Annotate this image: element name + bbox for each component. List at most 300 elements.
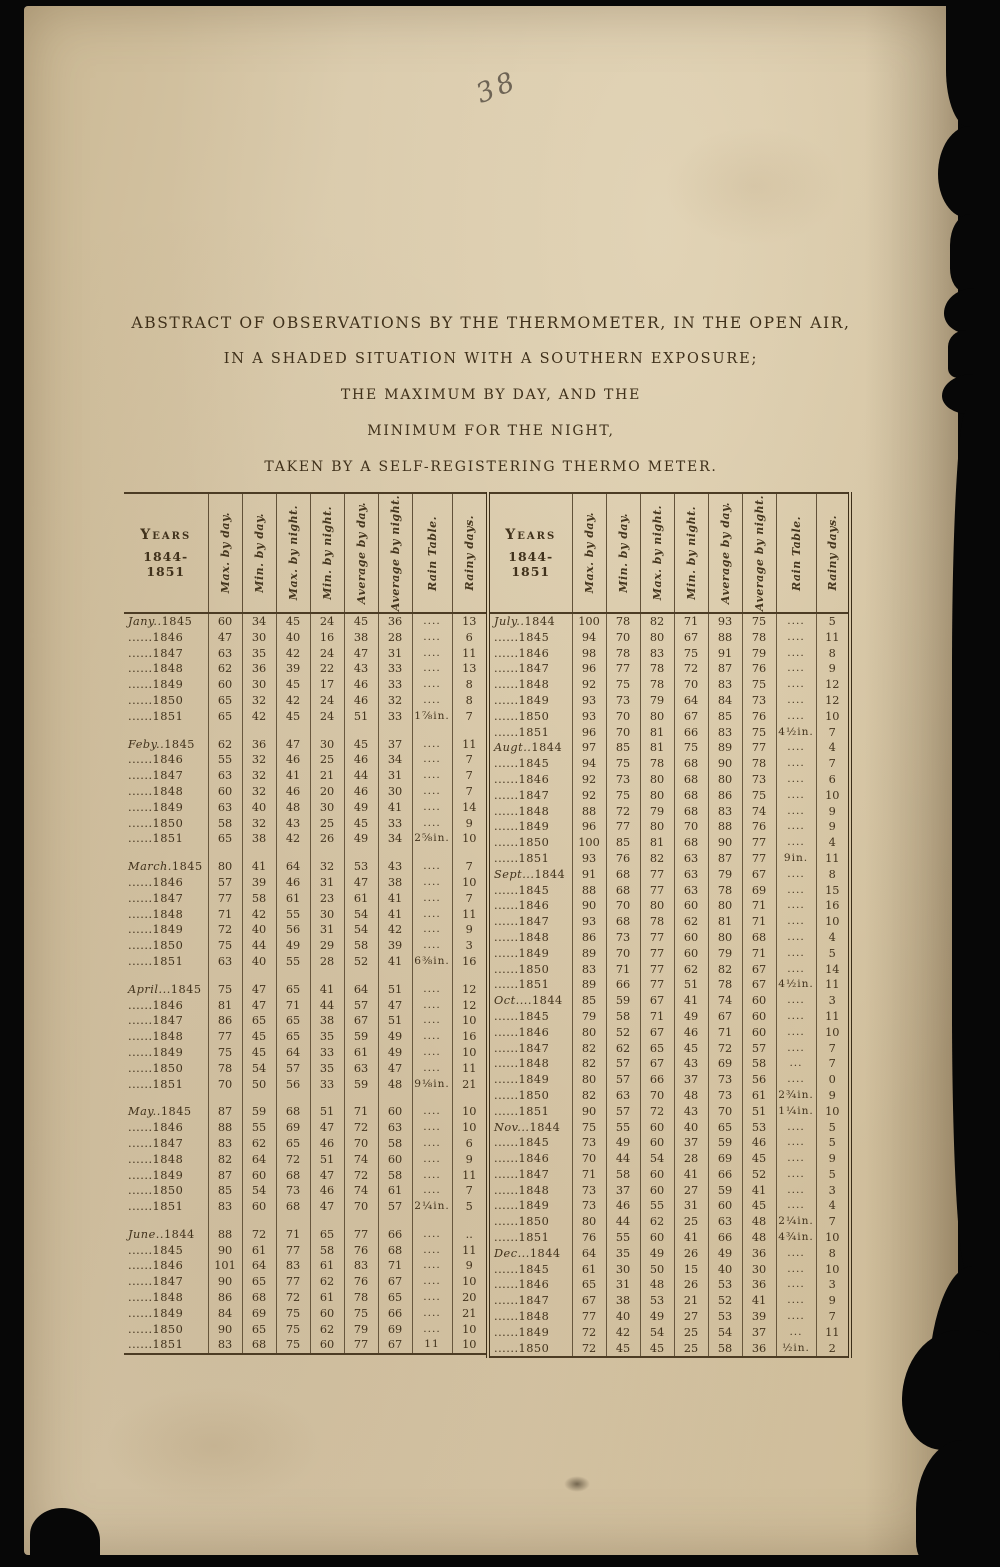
value-cell: 58 — [606, 1009, 640, 1025]
value-cell: 48 — [276, 800, 310, 816]
value-cell: 83 — [208, 1136, 242, 1152]
table-row — [488, 1104, 850, 1120]
table-row — [488, 993, 850, 1009]
value-cell: 64 — [674, 693, 708, 709]
value-cell: 42 — [276, 693, 310, 709]
value-cell: 10 — [816, 1025, 850, 1041]
value-cell: 85 — [708, 709, 742, 725]
spacer-row — [124, 1215, 486, 1227]
value-cell: 73 — [572, 1135, 606, 1151]
value-cell: 62 — [208, 661, 242, 677]
value-cell: 51 — [742, 1104, 776, 1120]
value-cell: 65 — [640, 1041, 674, 1057]
paper-stain — [104, 1386, 324, 1506]
year-cell: ......1851 — [494, 1231, 550, 1245]
value-cell: 77 — [742, 835, 776, 851]
value-cell: 33 — [378, 677, 412, 693]
table-row — [488, 693, 850, 709]
value-cell: 35 — [310, 1061, 344, 1077]
column-header: Rain Table. — [412, 493, 452, 613]
value-cell: 82 — [640, 851, 674, 867]
rain-table-cell: .... — [412, 1183, 452, 1199]
value-cell: 55 — [208, 752, 242, 768]
year-cell: ......1848 — [494, 1183, 550, 1197]
rain-table-cell: .... — [776, 819, 816, 835]
rain-table-cell: .... — [776, 646, 816, 662]
value-cell: 54 — [640, 1151, 674, 1167]
value-cell: 41 — [674, 1167, 708, 1183]
value-cell: 48 — [742, 1230, 776, 1246]
value-cell: 80 — [572, 1025, 606, 1041]
value-cell: 67 — [640, 993, 674, 1009]
value-cell: 49 — [708, 1246, 742, 1262]
value-cell: 57 — [606, 1104, 640, 1120]
value-cell: 56 — [742, 1072, 776, 1088]
value-cell: 16 — [310, 630, 344, 646]
value-cell: 11 — [452, 737, 486, 753]
year-cell: ......1847 — [494, 1294, 550, 1308]
value-cell: 61 — [310, 1290, 344, 1306]
value-cell: 71 — [572, 1167, 606, 1183]
rain-table-cell: .... — [776, 677, 816, 693]
year-cell: ......1850 — [128, 816, 184, 830]
value-cell: 36 — [742, 1246, 776, 1262]
value-cell: 68 — [242, 1290, 276, 1306]
value-cell: 39 — [378, 938, 412, 954]
year-cell: ......1849 — [128, 923, 184, 937]
column-header: Average by night. — [378, 493, 412, 613]
value-cell: 69 — [378, 1322, 412, 1338]
value-cell: 26 — [674, 1246, 708, 1262]
value-cell: 57 — [208, 875, 242, 891]
value-cell: 79 — [708, 946, 742, 962]
year-cell: ......1851 — [128, 1338, 184, 1352]
year-cell: April...1845 — [128, 982, 202, 996]
value-cell: 88 — [708, 819, 742, 835]
value-cell: 55 — [242, 1120, 276, 1136]
value-cell: 73 — [708, 1088, 742, 1104]
value-cell: 49 — [344, 831, 378, 847]
value-cell: 65 — [208, 831, 242, 847]
table-row — [124, 1290, 486, 1306]
value-cell: 10 — [452, 1013, 486, 1029]
value-cell: 63 — [208, 954, 242, 970]
value-cell: 11 — [452, 907, 486, 923]
value-cell: 62 — [310, 1274, 344, 1290]
value-cell: 27 — [674, 1309, 708, 1325]
value-cell: 10 — [816, 709, 850, 725]
value-cell: 80 — [640, 709, 674, 725]
value-cell: 42 — [378, 922, 412, 938]
value-cell: 83 — [640, 646, 674, 662]
year-cell: ......1848 — [128, 662, 184, 676]
table-row — [488, 804, 850, 820]
value-cell: 60 — [742, 1009, 776, 1025]
year-cell: ......1847 — [128, 1014, 184, 1028]
value-cell: 49 — [378, 1045, 412, 1061]
table-row — [488, 946, 850, 962]
value-cell: 89 — [708, 740, 742, 756]
table-row — [488, 1325, 850, 1341]
value-cell: 25 — [674, 1341, 708, 1358]
rain-table-cell: .... — [412, 1061, 452, 1077]
value-cell: 49 — [378, 1029, 412, 1045]
rain-table-cell: 4¾in. — [776, 1230, 816, 1246]
spacer-row — [124, 970, 486, 982]
value-cell: 73 — [572, 1198, 606, 1214]
column-header: Min. by day. — [242, 493, 276, 613]
value-cell: 51 — [378, 982, 412, 998]
column-header: Max. by night. — [276, 493, 310, 613]
value-cell: 30 — [606, 1262, 640, 1278]
value-cell: 60 — [640, 1183, 674, 1199]
value-cell: 92 — [572, 677, 606, 693]
year-cell: May..1845 — [128, 1105, 192, 1119]
value-cell: 72 — [640, 1104, 674, 1120]
torn-edge — [950, 214, 1000, 292]
value-cell: 12 — [452, 998, 486, 1014]
value-cell: 46 — [344, 752, 378, 768]
value-cell: 71 — [742, 898, 776, 914]
rain-table-cell: .... — [776, 1025, 816, 1041]
value-cell: 65 — [276, 1029, 310, 1045]
value-cell: 93 — [572, 851, 606, 867]
value-cell: 64 — [572, 1246, 606, 1262]
rain-table-cell: 1⅞in. — [412, 709, 452, 725]
table-row — [124, 1104, 486, 1120]
value-cell: 31 — [378, 768, 412, 784]
value-cell: 71 — [640, 1009, 674, 1025]
value-cell: 69 — [276, 1120, 310, 1136]
value-cell: 65 — [708, 1120, 742, 1136]
year-cell: ......1847 — [128, 1136, 184, 1150]
value-cell: 62 — [242, 1136, 276, 1152]
value-cell: 96 — [572, 725, 606, 741]
rain-table-cell: .... — [776, 661, 816, 677]
value-cell: 70 — [572, 1151, 606, 1167]
value-cell: 78 — [708, 977, 742, 993]
torn-edge — [938, 126, 1000, 218]
column-header: Rainy days. — [452, 493, 486, 613]
value-cell: 72 — [344, 1120, 378, 1136]
value-cell: 7 — [452, 709, 486, 725]
document-title — [24, 312, 958, 492]
column-header: Max. by day. — [572, 493, 606, 613]
value-cell: 79 — [708, 867, 742, 883]
value-cell: 66 — [606, 977, 640, 993]
value-cell: 70 — [640, 1088, 674, 1104]
value-cell: 81 — [640, 835, 674, 851]
table-row — [124, 859, 486, 875]
value-cell: 58 — [708, 1341, 742, 1358]
table-row — [488, 962, 850, 978]
observations-table-right — [486, 492, 852, 1358]
year-cell: ......1850 — [128, 1061, 184, 1075]
value-cell: 66 — [640, 1072, 674, 1088]
value-cell: 80 — [708, 772, 742, 788]
year-cell: ......1848 — [494, 930, 550, 944]
value-cell: 82 — [640, 613, 674, 630]
value-cell: 78 — [742, 630, 776, 646]
value-cell: 40 — [242, 922, 276, 938]
value-cell: 64 — [242, 1258, 276, 1274]
value-cell: 45 — [276, 677, 310, 693]
table-row — [124, 1045, 486, 1061]
value-cell: 14 — [452, 800, 486, 816]
title-line-2: IN A SHADED SITUATION WITH A SOUTHERN EXPOSURE; — [223, 351, 759, 367]
year-cell: ......1845 — [494, 1262, 550, 1276]
value-cell: 77 — [344, 1337, 378, 1354]
year-cell: Feby..1845 — [128, 737, 195, 751]
rain-table-cell: .... — [412, 891, 452, 907]
rain-table-cell: ... — [776, 1325, 816, 1341]
value-cell: 3 — [452, 938, 486, 954]
value-cell: 5 — [816, 613, 850, 630]
value-cell: 11 — [452, 1243, 486, 1259]
value-cell: 68 — [242, 1337, 276, 1354]
rain-table-cell: .... — [412, 1013, 452, 1029]
value-cell: 50 — [640, 1262, 674, 1278]
year-cell: ......1849 — [494, 1325, 550, 1339]
value-cell: 73 — [742, 693, 776, 709]
rain-table-cell: .... — [776, 930, 816, 946]
value-cell: 68 — [674, 788, 708, 804]
value-cell: 71 — [742, 946, 776, 962]
rain-table-cell: .... — [412, 1029, 452, 1045]
value-cell: 78 — [708, 883, 742, 899]
year-cell: ......1849 — [128, 1306, 184, 1320]
rain-table-cell: .... — [412, 907, 452, 923]
title-line-5: TAKEN BY A SELF-REGISTERING THERMO METER. — [264, 459, 718, 475]
value-cell: 59 — [344, 1077, 378, 1093]
value-cell: 65 — [310, 1227, 344, 1243]
torn-edge — [944, 288, 1000, 334]
value-cell: 57 — [742, 1041, 776, 1057]
value-cell: 73 — [606, 930, 640, 946]
year-cell: ......1851 — [494, 1104, 550, 1118]
value-cell: 66 — [378, 1227, 412, 1243]
year-cell: ......1846 — [128, 998, 184, 1012]
table-row — [124, 800, 486, 816]
rain-table-cell: 4½in. — [776, 977, 816, 993]
ink-speck — [564, 1476, 590, 1492]
value-cell: 43 — [344, 661, 378, 677]
value-cell: 83 — [708, 804, 742, 820]
year-cell: ......1849 — [128, 800, 184, 814]
value-cell: 43 — [674, 1056, 708, 1072]
value-cell: 98 — [572, 646, 606, 662]
value-cell: 11 — [452, 646, 486, 662]
value-cell: 61 — [742, 1088, 776, 1104]
value-cell: 90 — [572, 1104, 606, 1120]
value-cell: 76 — [572, 1230, 606, 1246]
value-cell: 75 — [606, 677, 640, 693]
value-cell: 67 — [708, 1009, 742, 1025]
value-cell: 46 — [606, 1198, 640, 1214]
value-cell: 25 — [310, 752, 344, 768]
table-row — [124, 784, 486, 800]
value-cell: 77 — [742, 851, 776, 867]
year-cell: ......1851 — [128, 832, 184, 846]
value-cell: 41 — [378, 800, 412, 816]
rain-table-cell: .... — [412, 1243, 452, 1259]
value-cell: 52 — [708, 1293, 742, 1309]
year-cell: ......1849 — [494, 1073, 550, 1087]
value-cell: 83 — [708, 725, 742, 741]
value-cell: 78 — [742, 756, 776, 772]
table-row — [488, 677, 850, 693]
year-cell: ......1845 — [494, 883, 550, 897]
table-row — [488, 1246, 850, 1262]
table-row — [124, 630, 486, 646]
value-cell: 60 — [242, 1168, 276, 1184]
value-cell: 71 — [742, 914, 776, 930]
value-cell: 55 — [606, 1120, 640, 1136]
table-row — [488, 1151, 850, 1167]
value-cell: 28 — [674, 1151, 708, 1167]
column-header: Min. by night. — [674, 493, 708, 613]
value-cell: 80 — [208, 859, 242, 875]
value-cell: 76 — [742, 709, 776, 725]
column-header: Max. by night. — [640, 493, 674, 613]
value-cell: 35 — [606, 1246, 640, 1262]
value-cell: 79 — [640, 804, 674, 820]
year-cell: ......1851 — [128, 1077, 184, 1091]
value-cell: 63 — [208, 768, 242, 784]
value-cell: 35 — [242, 646, 276, 662]
value-cell: 89 — [572, 977, 606, 993]
value-cell: 58 — [378, 1168, 412, 1184]
year-cell: ......1847 — [494, 662, 550, 676]
value-cell: 12 — [452, 982, 486, 998]
torn-edge — [946, 0, 1000, 128]
value-cell: 47 — [208, 630, 242, 646]
value-cell: 43 — [276, 816, 310, 832]
table-row — [124, 1013, 486, 1029]
value-cell: 87 — [708, 661, 742, 677]
value-cell: 7 — [452, 859, 486, 875]
year-cell: ......1849 — [128, 1168, 184, 1182]
value-cell: 54 — [242, 1061, 276, 1077]
value-cell: 75 — [742, 677, 776, 693]
value-cell: 75 — [276, 1322, 310, 1338]
value-cell: 33 — [378, 816, 412, 832]
year-cell: Oct....1844 — [494, 994, 563, 1008]
year-cell: ......1848 — [128, 1030, 184, 1044]
value-cell: 44 — [606, 1214, 640, 1230]
value-cell: 61 — [242, 1243, 276, 1259]
column-header: Rain Table. — [776, 493, 816, 613]
data-table — [486, 492, 852, 1358]
year-cell: ......1846 — [494, 1152, 550, 1166]
value-cell: 83 — [344, 1258, 378, 1274]
value-cell: 53 — [708, 1309, 742, 1325]
table-row — [488, 867, 850, 883]
value-cell: 49 — [640, 1246, 674, 1262]
value-cell: 58 — [344, 938, 378, 954]
value-cell: 100 — [572, 613, 606, 630]
title-line-3: THE MAXIMUM BY DAY, AND THE — [340, 387, 642, 403]
year-cell: March.1845 — [128, 860, 203, 874]
year-cell: June..1844 — [128, 1227, 195, 1241]
value-cell: 55 — [276, 954, 310, 970]
value-cell: 62 — [606, 1041, 640, 1057]
table-row — [488, 709, 850, 725]
value-cell: 60 — [208, 613, 242, 630]
value-cell: 75 — [606, 756, 640, 772]
value-cell: 26 — [674, 1277, 708, 1293]
value-cell: 34 — [378, 831, 412, 847]
value-cell: 3 — [816, 1277, 850, 1293]
value-cell: 60 — [378, 1104, 412, 1120]
value-cell: 11 — [452, 1061, 486, 1077]
year-cell: ......1851 — [128, 709, 184, 723]
value-cell: 68 — [276, 1104, 310, 1120]
value-cell: 38 — [344, 630, 378, 646]
value-cell: 47 — [344, 646, 378, 662]
rain-table-cell: .... — [412, 752, 452, 768]
value-cell: 10 — [816, 1262, 850, 1278]
table-row — [488, 898, 850, 914]
value-cell: 42 — [276, 831, 310, 847]
rain-table-cell: .... — [412, 859, 452, 875]
rain-table-cell: .... — [412, 737, 452, 753]
rain-table-cell: .... — [412, 784, 452, 800]
value-cell: 42 — [242, 709, 276, 725]
value-cell: 37 — [742, 1325, 776, 1341]
value-cell: 60 — [208, 784, 242, 800]
rain-table-cell: .... — [776, 756, 816, 772]
value-cell: 80 — [640, 788, 674, 804]
rain-table-cell: .... — [776, 962, 816, 978]
value-cell: 4 — [816, 835, 850, 851]
value-cell: 7 — [816, 1056, 850, 1072]
table-row — [488, 1277, 850, 1293]
value-cell: 48 — [378, 1077, 412, 1093]
table-row — [124, 1274, 486, 1290]
value-cell: 75 — [742, 613, 776, 630]
value-cell: 60 — [310, 1306, 344, 1322]
value-cell: 67 — [640, 1056, 674, 1072]
value-cell: 41 — [742, 1183, 776, 1199]
rain-table-cell: .... — [776, 1262, 816, 1278]
table-row — [124, 646, 486, 662]
table-row — [488, 1167, 850, 1183]
value-cell: 22 — [310, 661, 344, 677]
value-cell: 10 — [452, 1274, 486, 1290]
value-cell: 86 — [572, 930, 606, 946]
rain-table-cell: .... — [776, 613, 816, 630]
value-cell: 96 — [572, 661, 606, 677]
value-cell: 32 — [242, 768, 276, 784]
value-cell: 80 — [708, 898, 742, 914]
rain-table-cell: .... — [776, 772, 816, 788]
value-cell: 16 — [816, 898, 850, 914]
value-cell: 67 — [344, 1013, 378, 1029]
year-cell: July..1844 — [494, 615, 556, 628]
value-cell: 15 — [816, 883, 850, 899]
value-cell: 16 — [452, 954, 486, 970]
value-cell: 81 — [640, 740, 674, 756]
value-cell: 28 — [378, 630, 412, 646]
value-cell: 73 — [606, 772, 640, 788]
value-cell: 3 — [816, 993, 850, 1009]
value-cell: 49 — [674, 1009, 708, 1025]
table-row — [124, 1136, 486, 1152]
value-cell: 75 — [742, 725, 776, 741]
value-cell: 70 — [606, 725, 640, 741]
value-cell: 7 — [816, 1214, 850, 1230]
